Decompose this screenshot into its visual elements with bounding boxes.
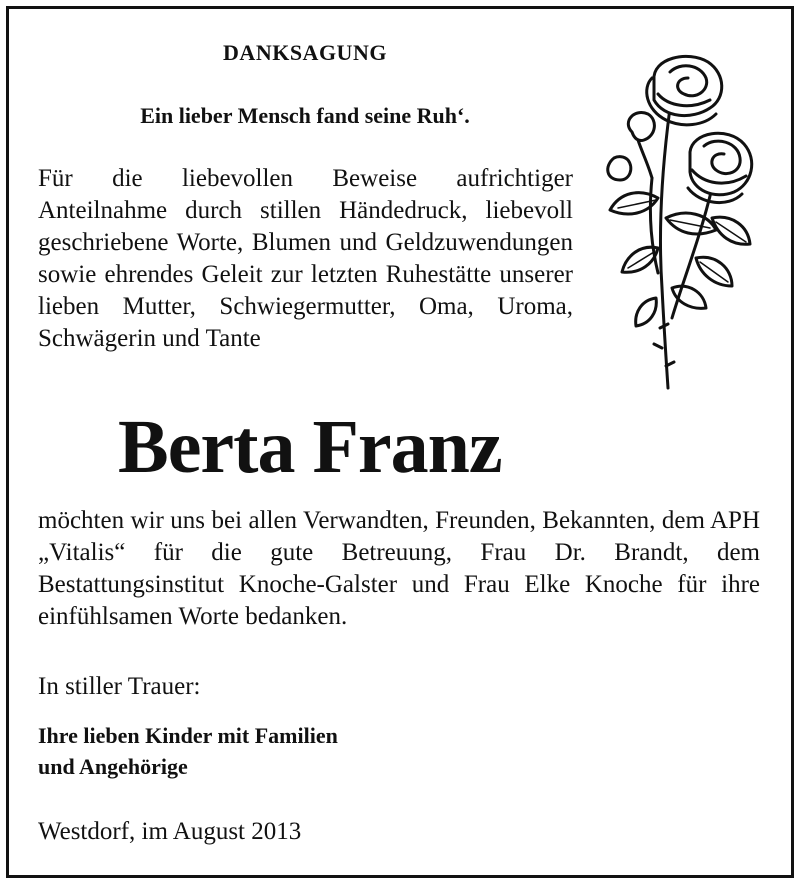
family-line-1: Ihre lieben Kinder mit Familien — [38, 723, 338, 748]
rose-icon — [592, 48, 762, 396]
notice-subheading: Ein lieber Mensch fand seine Ruh‘. — [140, 103, 470, 128]
family-signature — [38, 720, 338, 782]
deceased-name: Berta Franz — [118, 405, 502, 489]
place-date: Westdorf, im August 2013 — [38, 818, 302, 845]
mourning-line: In stiller Trauer: — [38, 673, 201, 700]
family-line-2: und Angehörige — [38, 754, 188, 779]
intro-paragraph: Für die liebevollen Beweise aufrichtiger Anteilnahme durch stillen Händedruck, liebevoll geschriebene Worte, Blumen und Geldzuwendungen sowie ehrendes Geleit zur letzten Ruhestätte unserer lieben Mutter, Schwiegermutter, Oma, Uroma, Schwägerin und Tante — [38, 165, 573, 352]
thanks-paragraph: möchten wir uns bei allen Verwandten, Freunden, Bekannten, dem APH „Vitalis“ für die gute Betreuung, Frau Dr. Brandt, dem Bestattungsinstitut Knoche-Galster und Frau Elke Knoche für ihre einfühlsamen Worte bedanken. — [38, 507, 760, 630]
notice-heading: DANKSAGUNG — [223, 40, 387, 65]
